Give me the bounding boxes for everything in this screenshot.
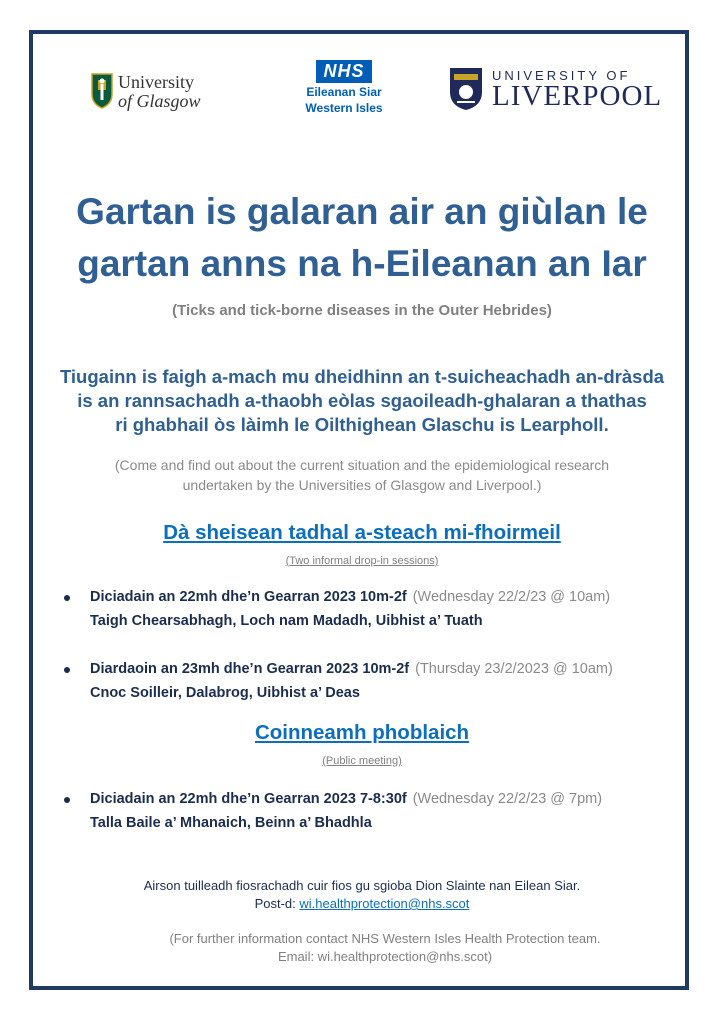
bullet-icon: [64, 595, 70, 601]
email-link[interactable]: wi.healthprotection@nhs.scot: [299, 896, 470, 911]
nhs-badge: NHS: [316, 60, 371, 83]
glasgow-logo-line1: University: [118, 72, 194, 92]
liverpool-crest-icon: [448, 66, 484, 112]
event-when: [90, 589, 610, 605]
meeting-subheading: (Public meeting): [322, 755, 402, 767]
event-when: [90, 791, 602, 807]
intro-line-1: Tiugainn is faigh a-mach mu dheidhinn an t-suicheachadh an-dràsda: [59, 366, 665, 387]
intro-translation-line-2: undertaken by the Universities of Glasgow and Liverpool.): [182, 477, 542, 493]
university-of-liverpool-logo: [448, 66, 663, 118]
title-line-2: gartan anns na h-Eileanan an Iar: [77, 243, 647, 284]
liverpool-logo-line1: UNIVERSITY OF: [492, 68, 631, 83]
contact-line-1: Airson tuilleadh fiosrachadh cuir fios gu sgioba Dion Slainte nan Eilean Siar.: [143, 878, 581, 893]
intro-translation-line-1: (Come and find out about the current situation and the epidemiological research: [114, 457, 610, 473]
university-of-glasgow-logo: [90, 72, 205, 114]
bullet-icon: [64, 797, 70, 803]
nhs-logo-line1: Eileanan Siar: [306, 85, 382, 99]
event-when-gaelic: Diardaoin an 23mh dhe’n Gearran 2023 10m-2f: [90, 661, 410, 677]
intro-line-3: ri ghabhail òs làimh le Oilthighean Glaschu is Learpholl.: [115, 414, 609, 435]
contact-translation-line-1: (For further information contact NHS Western Isles Health Protection team.: [169, 931, 601, 946]
event-when-gaelic: Diciadain an 22mh dhe’n Gearran 2023 10m-2f: [90, 589, 407, 605]
event-location: Taigh Chearsabhagh, Loch nam Madadh, Uibhist a’ Tuath: [90, 613, 483, 629]
email-prefix: Post-d:: [254, 896, 300, 911]
contact-translation: [90, 930, 680, 966]
event-when-english: (Wednesday 22/2/23 @ 10am): [412, 589, 611, 605]
contact-gaelic: [40, 877, 684, 913]
event-location: Talla Baile a’ Mhanaich, Beinn a’ Bhadhla: [90, 815, 372, 831]
event-when: [90, 661, 613, 677]
glasgow-crest-icon: [90, 72, 114, 110]
nhs-logo-line2: Western Isles: [305, 101, 383, 115]
event-when-gaelic: Diciadain an 22mh dhe’n Gearran 2023 7-8:30f: [90, 791, 407, 807]
contact-email-line: [40, 895, 684, 913]
nhs-western-isles-logo: [303, 60, 385, 124]
page-title: [40, 186, 684, 290]
liverpool-logo-line2: LIVERPOOL: [492, 80, 663, 112]
event-location: Cnoc Soilleir, Dalabrog, Uibhist a’ Deas: [90, 685, 360, 701]
intro-translation: [40, 455, 684, 495]
bullet-icon: [64, 667, 70, 673]
event-when-english: (Wednesday 22/2/23 @ 7pm): [412, 791, 603, 807]
sessions-subheading: (Two informal drop-in sessions): [285, 555, 439, 567]
sessions-heading: Dà sheisean tadhal a-steach mi-fhoirmeil: [163, 521, 561, 544]
page-border: [29, 30, 689, 990]
intro-gaelic: [40, 365, 684, 437]
logo-row: [0, 58, 724, 128]
event-when-english: (Thursday 23/2/2023 @ 10am): [415, 661, 613, 677]
intro-line-2: is an rannsachadh a-thaobh eòlas sgaoileadh-ghalaran a thathas: [77, 390, 647, 411]
contact-translation-line-2: Email: wi.healthprotection@nhs.scot): [277, 949, 493, 964]
title-line-1: Gartan is galaran air an giùlan le: [76, 191, 648, 232]
meeting-heading: Coinneamh phoblaich: [254, 721, 470, 744]
title-translation: (Ticks and tick-borne diseases in the Outer Hebrides): [172, 302, 552, 319]
glasgow-logo-line2: of Glasgow: [118, 91, 201, 111]
